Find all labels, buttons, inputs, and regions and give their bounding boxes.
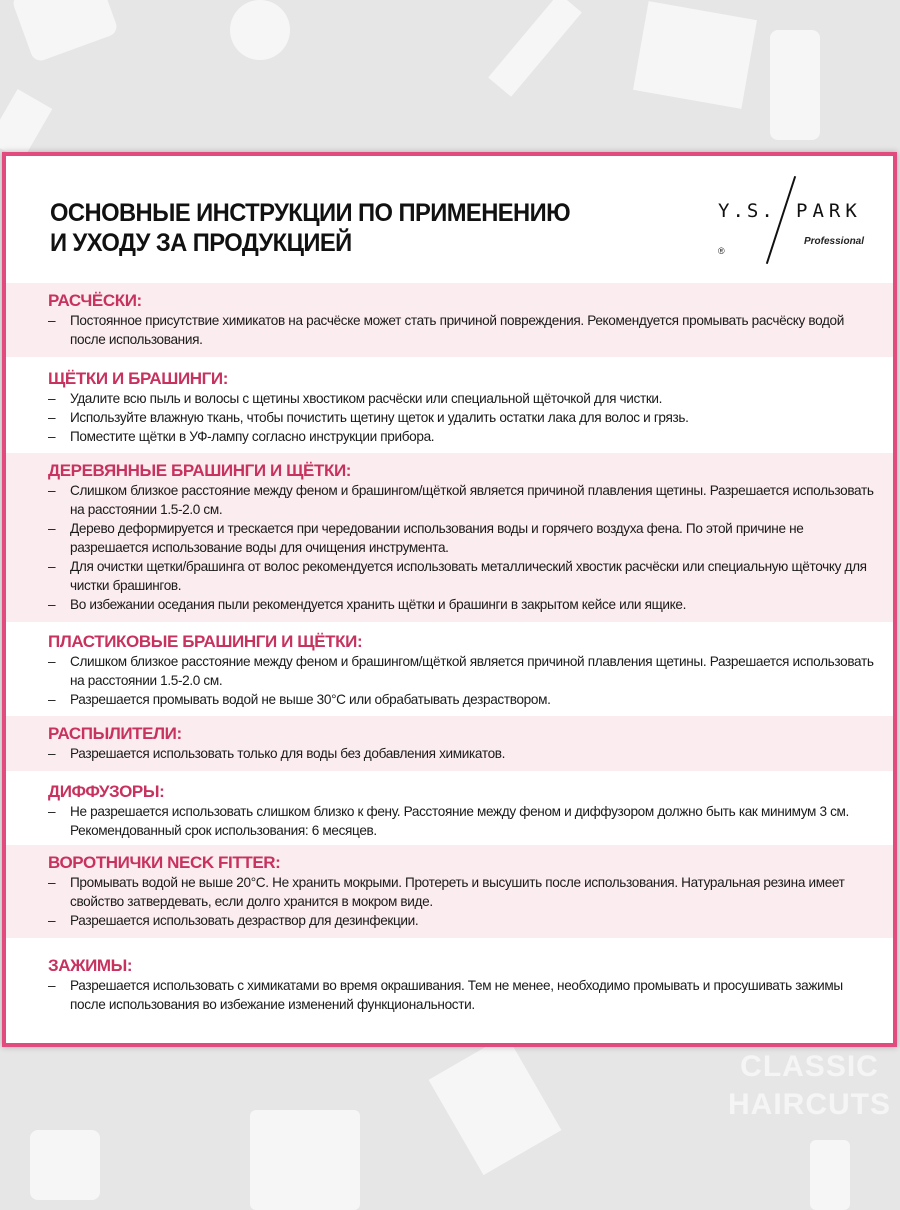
watermark-line: CLASSIC (740, 1050, 879, 1083)
title-line: ОСНОВНЫЕ ИНСТРУКЦИИ ПО ПРИМЕНЕНИЮ (50, 199, 571, 227)
title-line: И УХОДУ ЗА ПРОДУКЦИЕЙ (50, 229, 352, 257)
section (6, 453, 893, 622)
list-item: – Разрешается промывать водой не выше 30°С или обрабатывать дезраствором. (70, 690, 879, 709)
scissors-silhouette-icon (230, 0, 290, 60)
list-item: – Слишком близкое расстояние между феном и брашингом/щёткой является причиной плавления щетины. Разрешается использовать на расстоянии 1.5-2.0 см. (70, 481, 879, 519)
list-item: – Для очистки щетки/брашинга от волос рекомендуется использовать металлический хвостик расчёски или специальную щёточку для чистки брашингов. (70, 557, 879, 595)
list-item: – Не разрешается использовать слишком близко к фену. Расстояние между феном и диффузором должно быть как минимум 3 см. Рекомендованный срок использования: 6 месяцев. (70, 802, 879, 840)
logo-subtitle: Professional (804, 236, 865, 247)
section-heading: ЗАЖИМЫ: (48, 956, 133, 975)
watermark-line: HAIRCUTS (728, 1088, 891, 1121)
page-title (50, 198, 570, 258)
section-heading: ДИФФУЗОРЫ: (48, 782, 165, 801)
registered-icon: ® (718, 246, 725, 256)
list-item: – Удалите всю пыль и волосы с щетины хвостиком расчёски или специальной щёточкой для чистки. (70, 389, 879, 408)
mirror-silhouette-icon (633, 1, 757, 109)
section (6, 283, 893, 357)
section-heading: ДЕРЕВЯННЫЕ БРАШИНГИ И ЩЁТКИ: (48, 461, 352, 480)
section-heading: РАСПЫЛИТЕЛИ: (48, 724, 182, 743)
list-item: – Во избежании оседания пыли рекомендуется хранить щётки и брашинги в закрытом кейсе или ящике. (70, 595, 879, 614)
section (6, 716, 893, 771)
section (6, 774, 893, 848)
list-item: – Слишком близкое расстояние между феном и брашингом/щёткой является причиной плавления щетины. Разрешается использовать на расстоянии 1.5-2.0 см. (70, 652, 879, 690)
comb-silhouette-icon (11, 0, 120, 63)
bottle-silhouette-icon (250, 1110, 360, 1210)
spray-silhouette-icon (770, 30, 820, 140)
logo-left: Y.S. (718, 200, 776, 222)
list-item: – Разрешается использовать только для воды без добавления химикатов. (70, 744, 879, 763)
razor-silhouette-icon (429, 1035, 562, 1175)
list-item: – Дерево деформируется и трескается при чередовании использования воды и горячего воздуха фена. По этой причине не разрешается использование воды для очищения инструмента. (70, 519, 879, 557)
section (6, 624, 893, 717)
razor-silhouette-icon (0, 89, 52, 161)
section (6, 845, 893, 938)
brush-silhouette-icon (488, 0, 582, 97)
watermark-text (728, 1048, 891, 1124)
section-heading: ВОРОТНИЧКИ NECK FITTER: (48, 853, 281, 872)
cape-silhouette-icon (30, 1130, 100, 1200)
section-heading: ПЛАСТИКОВЫЕ БРАШИНГИ И ЩЁТКИ: (48, 632, 363, 651)
logo-right: PARK (796, 200, 862, 222)
list-item: – Промывать водой не выше 20°С. Не хранить мокрыми. Протереть и высушить после использования. Натуральная резина имеет свойство затвердевать, если долго хранится в мокром виде. (70, 873, 879, 911)
list-item: – Разрешается использовать дезраствор для дезинфекции. (70, 911, 879, 930)
section-heading: РАСЧЁСКИ: (48, 291, 142, 310)
list-item: – Поместите щётки в УФ-лампу согласно инструкции прибора. (70, 427, 879, 446)
ys-park-logo (718, 194, 868, 264)
instruction-card (2, 152, 897, 1047)
list-item: – Разрешается использовать с химикатами во время окрашивания. Тем не менее, необходимо промывать и просушивать зажимы после использования во избежание изменений функциональности. (70, 976, 879, 1014)
list-item: – Используйте влажную ткань, чтобы почистить щетину щеток и удалить остатки лака для волос и грязь. (70, 408, 879, 427)
section-heading: ЩЁТКИ И БРАШИНГИ: (48, 369, 228, 388)
section (6, 948, 893, 1022)
section (6, 361, 893, 454)
list-item: – Постоянное присутствие химикатов на расчёске может стать причиной повреждения. Рекомендуется промывать расчёску водой после использования. (70, 311, 879, 349)
